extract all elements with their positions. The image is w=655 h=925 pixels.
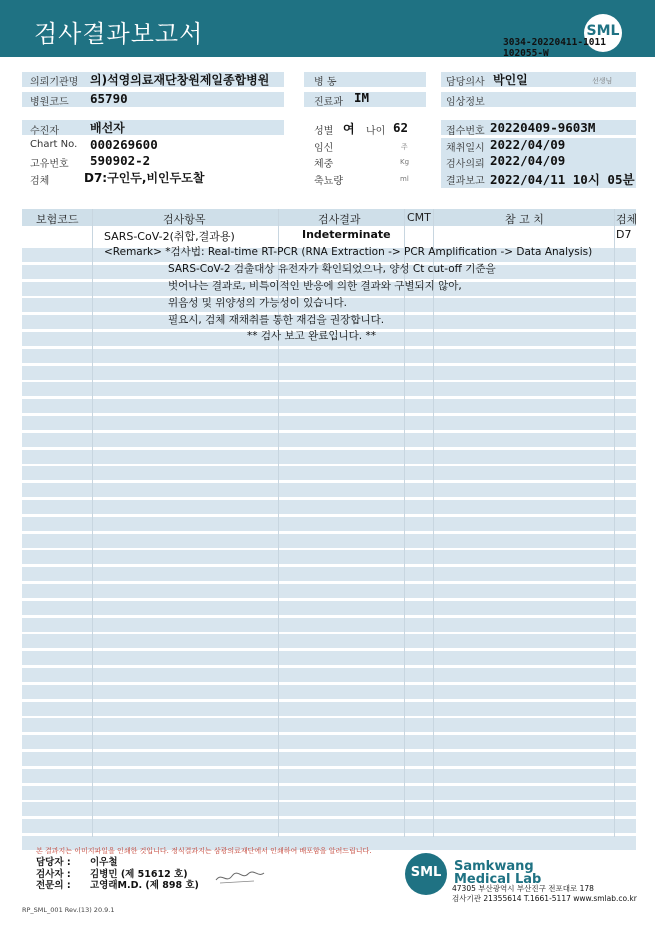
- sml-brand-logo-text: SML: [410, 865, 442, 880]
- report-title: 검사결과보고서: [34, 20, 204, 48]
- test-result: Indeterminate: [302, 228, 391, 241]
- tester-label: 검사자 :: [36, 869, 71, 880]
- staff-value: 이우철: [90, 857, 118, 868]
- request-label: 검사의뢰: [446, 159, 485, 170]
- specialist-label: 전문의 :: [36, 880, 71, 891]
- request-value: 2022/04/09: [490, 153, 566, 168]
- report-label: 결과보고: [446, 176, 485, 187]
- sml-logo-text: SML: [586, 23, 620, 39]
- urine-unit: ml: [400, 175, 409, 183]
- print-notice: 본 결과지는 이미지파일을 인쇄한 것입니다. 정식결과지는 삼광의료재단에서 인쇄하여 배포함을 알려드립니다.: [36, 847, 372, 855]
- table-stripe: [22, 752, 636, 766]
- table-stripe: [22, 466, 636, 480]
- remark-line: ** 검사 보고 완료입니다. **: [247, 330, 376, 342]
- patient-label: 수진자: [30, 126, 59, 137]
- report-value: 2022/04/11 10시 05분: [490, 172, 635, 187]
- table-stripe: [22, 433, 636, 447]
- client-label: 의뢰기관명: [30, 77, 79, 88]
- chart-no-label: Chart No.: [30, 139, 78, 150]
- table-stripe: [22, 786, 636, 800]
- table-stripe: [22, 534, 636, 548]
- signature-icon: [214, 868, 266, 886]
- table-stripe: [22, 718, 636, 732]
- info-band: [22, 120, 284, 135]
- tester-value: 김병민 (제 51612 호): [90, 869, 188, 880]
- header-cmt: CMT: [407, 211, 431, 224]
- column-divider: [433, 209, 434, 837]
- table-stripe: [22, 567, 636, 581]
- hospital-code-label: 병원코드: [30, 97, 69, 108]
- header-specimen: 검체: [616, 213, 638, 226]
- header-test-item: 검사항목: [163, 213, 206, 226]
- table-stripe: [22, 416, 636, 430]
- client-value: 의)석영의료재단창원제일종합병원: [90, 73, 270, 87]
- table-stripe: [22, 634, 636, 648]
- dept-value: IM: [354, 90, 370, 105]
- test-item: SARS-CoV-2(취합,결과용): [104, 230, 235, 243]
- doctor-value: 박인일: [493, 73, 528, 87]
- receipt-label: 접수번호: [446, 126, 485, 137]
- specimen-label: 검체: [30, 176, 50, 187]
- table-stripe: [22, 550, 636, 564]
- remark-line: 벗어나는 결과로, 비특이적인 반응에 의한 결과와 구별되지 않아,: [168, 280, 462, 292]
- doctor-label: 담당의사: [446, 77, 485, 88]
- table-stripe: [22, 500, 636, 514]
- unique-no-value: 590902-2: [90, 153, 151, 168]
- sex-label: 성별: [314, 126, 334, 137]
- table-stripe: [22, 517, 636, 531]
- remark-line: SARS-CoV-2 검출대상 유전자가 확인되었으나, 양성 Ct cut-off 기준을: [168, 263, 496, 275]
- ward-label: 병 동: [314, 77, 337, 88]
- pregnancy-unit: 주: [401, 143, 408, 151]
- column-divider: [404, 209, 405, 837]
- brand-line2: Medical Lab: [454, 872, 542, 887]
- table-stripe: [22, 735, 636, 749]
- weight-unit: Kg: [400, 158, 410, 166]
- table-stripe: [22, 483, 636, 497]
- test-specimen: D7: [616, 228, 632, 241]
- patient-value: 배선자: [90, 121, 125, 135]
- clinical-info-label: 임상정보: [446, 97, 485, 108]
- receipt-value: 20220409-9603M: [490, 120, 596, 135]
- header-reference: 참 고 치: [505, 213, 544, 226]
- table-stripe: [22, 584, 636, 598]
- brand-address: [452, 884, 637, 904]
- urine-label: 축뇨량: [314, 176, 343, 187]
- specimen-value: D7:구인두,비인두도찰: [84, 171, 205, 185]
- address-line1: 47305 부산광역시 부산진구 전포대로 178: [452, 884, 594, 893]
- age-value: 62: [393, 120, 409, 135]
- dept-label: 진료과: [314, 97, 343, 108]
- header-result: 검사결과: [318, 213, 361, 226]
- table-stripe: [22, 382, 636, 396]
- brand-line1: Samkwang: [454, 859, 534, 874]
- table-stripe: [22, 702, 636, 716]
- hospital-code-value: 65790: [90, 91, 128, 106]
- table-stripe: [22, 450, 636, 464]
- table-stripe: [22, 366, 636, 380]
- revision-code: RP_SML_001 Rev.(13) 20.9.1: [22, 906, 115, 914]
- table-stripe: [22, 601, 636, 615]
- column-divider: [614, 209, 615, 837]
- column-divider: [92, 209, 93, 837]
- unique-no-label: 고유번호: [30, 159, 69, 170]
- pregnancy-label: 임신: [314, 143, 334, 154]
- collect-label: 채취일시: [446, 143, 485, 154]
- collect-value: 2022/04/09: [490, 137, 566, 152]
- chart-no-value: 000269600: [90, 137, 158, 152]
- age-label: 나이: [366, 126, 386, 137]
- document-number-line1: 3034-20220411-1011: [503, 37, 606, 48]
- document-number: [503, 37, 606, 59]
- sex-value: 여: [343, 122, 355, 136]
- table-stripe: [22, 802, 636, 816]
- table-stripe: [22, 651, 636, 665]
- remark-line: 필요시, 검체 재채취를 통한 재검을 권장합니다.: [168, 314, 385, 326]
- table-stripe: [22, 685, 636, 699]
- doctor-suffix: 선생님: [592, 77, 613, 85]
- table-stripe: [22, 399, 636, 413]
- table-stripe: [22, 349, 636, 363]
- document-number-line2: 102055-W: [503, 48, 549, 59]
- remark-line: <Remark> *검사법: Real-time RT-PCR (RNA Extraction -> PCR Amplification -> Data Analysis): [104, 246, 593, 258]
- address-line2: 검사기관 21355614 T.1661-5117 www.smlab.co.kr: [452, 894, 637, 903]
- table-stripe: [22, 668, 636, 682]
- table-stripe: [22, 819, 636, 833]
- table-stripe: [22, 618, 636, 632]
- sml-brand-logo: [405, 853, 447, 895]
- header-insurance-code: 보험코드: [36, 213, 79, 226]
- weight-label: 체중: [314, 159, 334, 170]
- staff-label: 담당자 :: [36, 857, 71, 868]
- specialist-value: 고영래M.D. (제 898 호): [90, 880, 199, 891]
- brand-name: [454, 860, 541, 886]
- remark-line: 위음성 및 위양성의 가능성이 있습니다.: [168, 297, 347, 309]
- table-stripe: [22, 769, 636, 783]
